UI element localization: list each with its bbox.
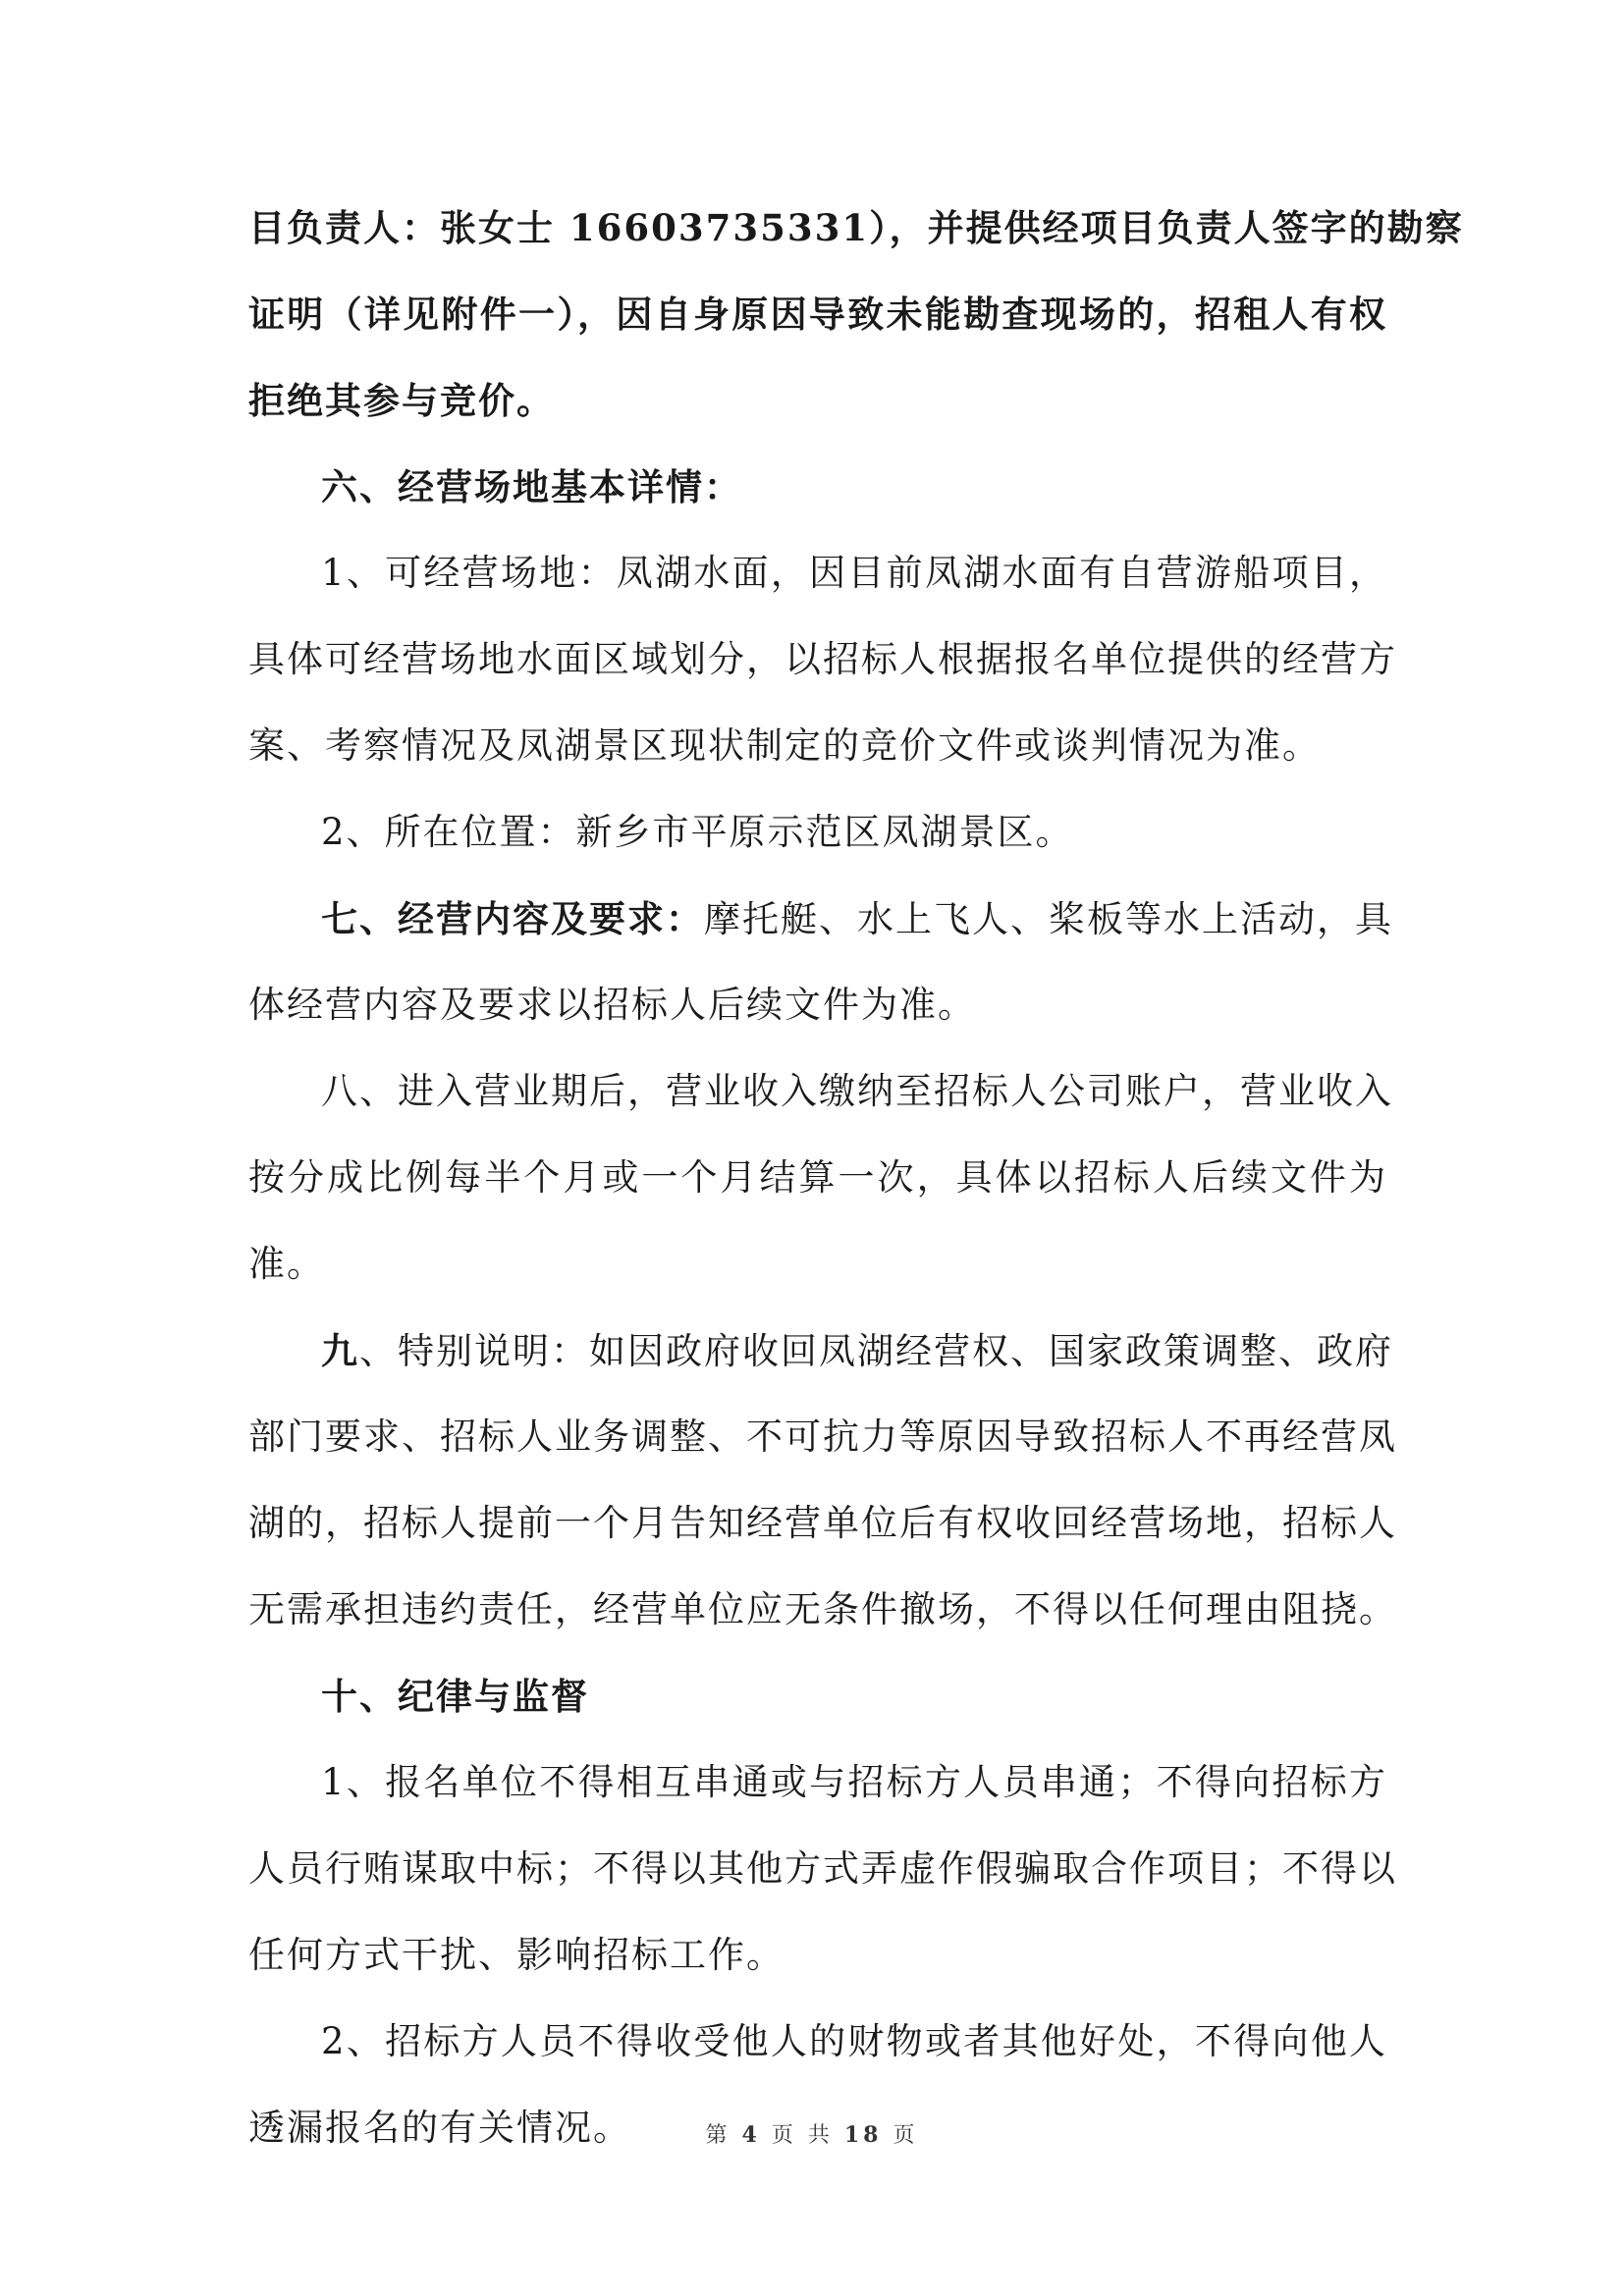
footer-middle: 页 共 [771, 2123, 834, 2148]
footer-suffix: 页 [893, 2123, 919, 2148]
text-line: 人员行贿谋取中标；不得以其他方式弄虚作假骗取合作项目；不得以 [248, 1847, 1397, 1890]
footer-page-number: 4 [741, 2122, 761, 2148]
text-line: 湖的，招标人提前一个月告知经营单位后有权收回经营场地，招标人 [248, 1502, 1397, 1544]
text-line: 体经营内容及要求以招标人后续文件为准。 [248, 984, 976, 1026]
section-heading-ten: 十、纪律与监督 [321, 1675, 589, 1718]
text-line: 部门要求、招标人业务调整、不可抗力等原因导致招标人不再经营凤 [248, 1415, 1397, 1458]
text-line: 证明（详见附件一），因自身原因导致未能勘查现场的，招租人有权 [248, 293, 1387, 336]
section-seven-line [248, 897, 1393, 986]
text-line: 2、招标方人员不得收受他人的财物或者其他好处，不得向他人 [321, 2020, 1387, 2062]
text-line: 拒绝其参与竞价。 [248, 379, 555, 422]
section-nine-line [248, 1329, 1393, 1417]
text-line: 2、所在位置：新乡市平原示范区凤湖景区。 [321, 811, 1074, 853]
section-heading-six: 六、经营场地基本详情： [321, 465, 742, 508]
text-span: 摩托艇、水上飞人、桨板等水上活动，具 [704, 898, 1393, 940]
text-line: 目负责人：张女士 16603735331），并提供经项目负责人签字的勘察 [248, 206, 1464, 249]
page-footer [0, 2118, 1624, 2149]
text-span: 、特别说明：如因政府收回凤湖经营权、国家政策调整、政府 [359, 1330, 1393, 1372]
text-line: 按分成比例每半个月或一个月结算一次，具体以招标人后续文件为 [248, 1156, 1387, 1199]
text-line: 无需承担违约责任，经营单位应无条件撤场，不得以任何理由阻挠。 [248, 1588, 1397, 1630]
section-heading-seven: 七、经营内容及要求： [321, 897, 704, 940]
footer-prefix: 第 [705, 2123, 731, 2148]
document-body [248, 206, 1464, 2195]
text-line: 任何方式干扰、影响招标工作。 [248, 1934, 785, 1976]
text-line: 案、考察情况及凤湖景区现状制定的竞价文件或谈判情况为准。 [248, 724, 1321, 767]
text-line: 具体可经营场地水面区域划分，以招标人根据报名单位提供的经营方 [248, 638, 1397, 680]
text-line: 1、报名单位不得相互串通或与招标方人员串通；不得向招标方 [321, 1761, 1387, 1803]
footer-total-pages: 18 [843, 2122, 883, 2148]
text-line: 1、可经营场地：凤湖水面，因目前凤湖水面有自营游船项目， [321, 552, 1387, 594]
section-eight-line: 八、进入营业期后，营业收入缴纳至招标人公司账户，营业收入 [321, 1070, 1393, 1112]
text-line: 准。 [248, 1243, 325, 1285]
section-heading-nine: 九 [321, 1329, 359, 1372]
text-line: 透漏报名的有关情况。 [248, 2107, 631, 2149]
